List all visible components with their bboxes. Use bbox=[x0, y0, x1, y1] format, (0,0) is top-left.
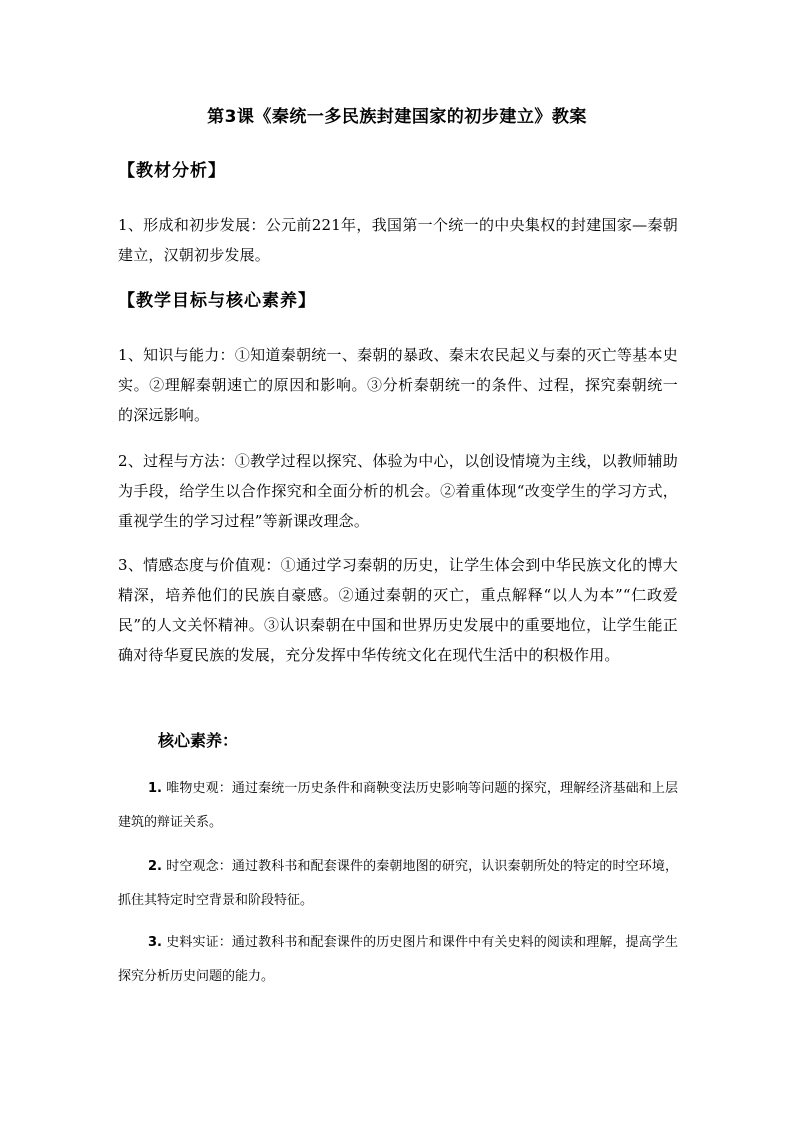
core-literacy-item bbox=[118, 850, 678, 918]
core-literacy-item-text: 时空观念：通过教科书和配套课件的秦朝地图的研究，认识秦朝所处的特定的时空环境，抓住其特定时空背景和阶段特征。 bbox=[118, 859, 678, 908]
paragraph-process-method: 2、过程与方法：①教学过程以探究、体验为中心，以创设情境为主线，以教师辅助为手段，给学生以合作探究和全面分析的机会。②着重体现“改变学生的学习方式，重视学生的学习过程”等新课改理念。 bbox=[118, 452, 678, 530]
paragraph-knowledge-ability: 1、知识与能力：①知道秦朝统一、秦朝的暴政、秦末农民起义与秦的灭亡等基本史实。②理解秦朝速亡的原因和影响。③分析秦朝统一的条件、过程，探究秦朝统一的深远影响。 bbox=[118, 346, 678, 424]
section-heading-teaching-goals: 【教学目标与核心素养】 bbox=[118, 291, 316, 311]
paragraph-emotion-values: 3、情感态度与价值观：①通过学习秦朝的历史，让学生体会到中华民族文化的博大精深，培养他们的民族自豪感。②通过秦朝的灭亡，重点解释“以人为本”“仁政爱民”的人文关怀精神。③认识秦朝在中国和世界历史发展中的重要地位，让学生能正确对待华夏民族的发展，充分发挥中华传统文化在现代生活中的积极作用。 bbox=[118, 556, 678, 664]
core-literacy-item bbox=[118, 926, 678, 994]
core-literacy-item-text: 史料实证：通过教科书和配套课件的历史图片和课件中有关史料的阅读和理解，提高学生探究分析历史问题的能力。 bbox=[118, 935, 678, 984]
core-literacy-item-number: 2. bbox=[148, 859, 162, 874]
core-literacy-item-text: 唯物史观：通过秦统一历史条件和商鞅变法历史影响等问题的探究，理解经济基础和上层建筑的辩证关系。 bbox=[118, 781, 678, 830]
core-literacy-item-number: 3. bbox=[148, 935, 162, 950]
core-literacy-item-number: 1. bbox=[148, 781, 162, 796]
core-literacy-heading: 核心素养： bbox=[158, 731, 239, 750]
core-literacy-item bbox=[118, 772, 678, 840]
page-title: 第3课《秦统一多民族封建国家的初步建立》教案 bbox=[207, 107, 587, 127]
paragraph-formation-development: 1、形成和初步发展：公元前221年，我国第一个统一的中央集权的封建国家—秦朝建立，汉朝初步发展。 bbox=[118, 216, 678, 264]
section-heading-textbook-analysis: 【教材分析】 bbox=[118, 161, 226, 181]
